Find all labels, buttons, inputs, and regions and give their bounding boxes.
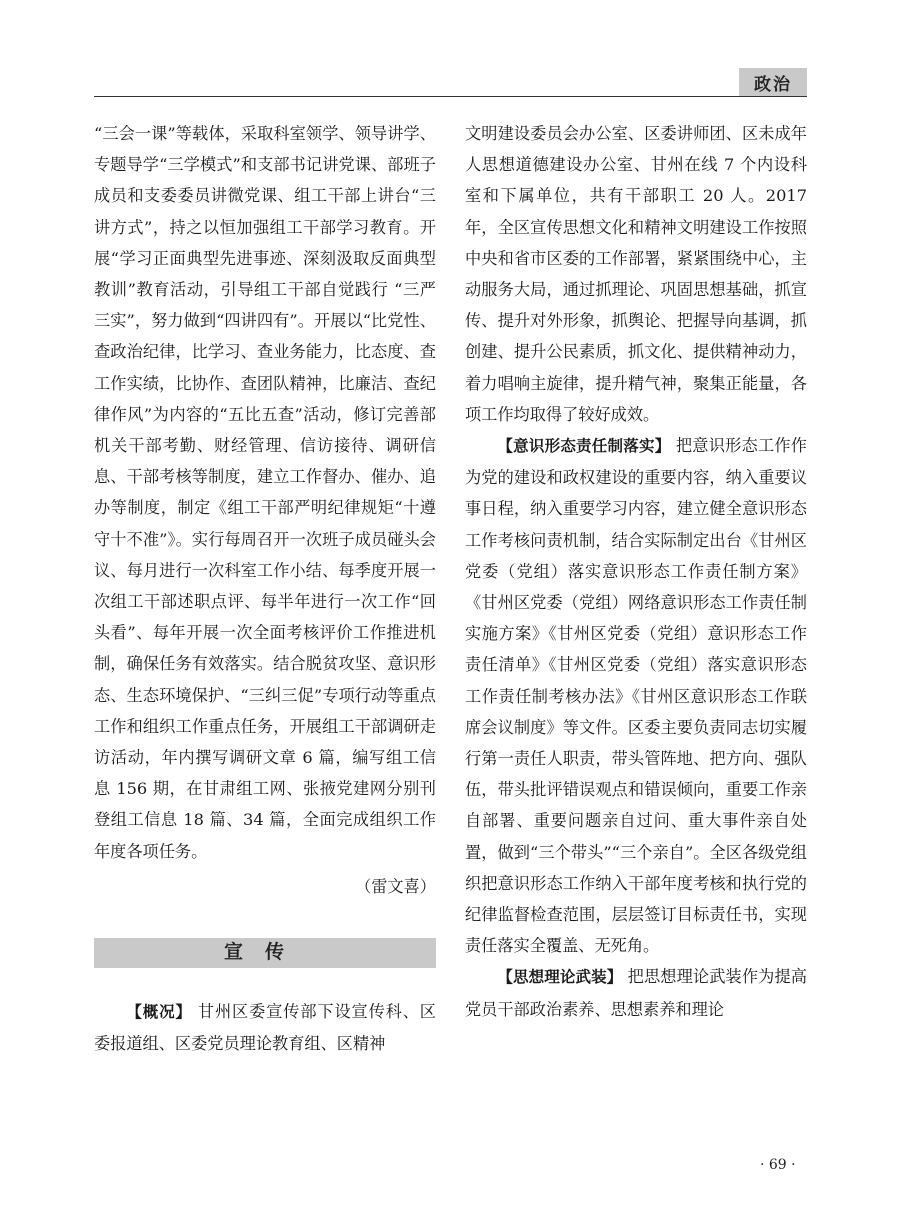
theory-paragraph xyxy=(465,961,807,1024)
author-credit: （雷文喜） xyxy=(355,876,436,896)
section-tag: 政治 xyxy=(739,68,807,96)
org-work-paragraph: “三会一课”等载体，采取科室领学、领导讲学、专题导学“三学模式”和支部书记讲党课、部班子成员和支委委员讲微党课、组工干部上讲台“三讲方式”，持之以恒加强组工干部学习教育。开展“学习正面典型先进事迹、深刻汲取反面典型教训”教育活动，引导组工干部自觉践行 “三严三实”，努力做到“四讲四有”。开展以“比党性、查政治纪律，比学习、查业务能力，比态度、查工作实绩，比协作、查团队精神，比廉洁、查纪律作风”为内容的“五比五查”活动，修订完善部机关干部考勤、财经管理、信访接待、调研信息、干部考核等制度，建立工作督办、催办、追办等制度，制定《组工干部严明纪律规矩“十遵守十不准”》。实行每周召开一次班子成员碰头会议、每月进行一次科室工作小结、每季度开展一次组工干部述职点评、每半年进行一次工作“回头看”、每年开展一次全面考核评价工作推进机制，确保任务有效落实。结合脱贫攻坚、意识形态、生态环境保护、“三纠三促”专项行动等重点工作和组织工作重点任务，开展组工干部调研走访活动，年内撰写调研文章 6 篇，编写组工信息 156 期，在甘肃组工网、张掖党建网分别刊登组工信息 18 篇、34 篇，全面完成组织工作年度各项任务。 xyxy=(94,124,436,861)
ideology-text: 把意识形态工作作为党的建设和政权建设的重要内容，纳入重要议事日程，纳入重要学习内容，建立健全意识形态工作考核问责机制，结合实际制定出台《甘州区党委（党组）落实意识形态工作责任制方案》《甘州区党委（党组）网络意识形态工作责任制实施方案》《甘州区党委（党组）意识形态工作责任清单》《甘州区党委（党组）落实意识形态工作责任制考核办法》《甘州区意识形态工作联席会议制度》等文件。区委主要负责同志切实履行第一责任人职责，带头管阵地、把方向、强队伍，带头批评错误观点和错误倾向，重要工作亲自部署、重要问题亲自过问、重大事件亲自处置，做到“三个带头”“三个亲自”。全区各级党组织把意识形态工作纳入干部年度考核和执行党的纪律监督检查范围，层层签订目标责任书，实现责任落实全覆盖、无死角。 xyxy=(465,436,807,956)
overview-text: 甘州区委宣传部下设宣传科、区委报道组、区委党员理论教育组、区精神 xyxy=(94,1002,436,1054)
section-title-bar xyxy=(94,938,436,968)
overview-heading: 【概况】 xyxy=(126,1003,192,1022)
ideology-heading: 【意识形态责任制落实】 xyxy=(497,437,671,456)
ideology-responsibility-paragraph xyxy=(465,430,807,961)
page-number: · 69 · xyxy=(760,1157,796,1173)
right-column xyxy=(465,118,807,1025)
section-title: 宣传 xyxy=(223,941,306,964)
theory-text: 把思想理论武装作为提高党员干部政治素养、思想素养和理论 xyxy=(465,967,807,1019)
overview-paragraph xyxy=(94,996,436,1059)
header-rule xyxy=(94,96,807,97)
left-column xyxy=(94,118,436,1059)
theory-heading: 【思想理论武装】 xyxy=(497,968,623,987)
overview-continuation: 文明建设委员会办公室、区委讲师团、区未成年人思想道德建设办公室、甘州在线 7 个内设科室和下属单位，共有干部职工 20 人。2017 年，全区宣传思想文化和精神文明建设工作按照中央和省市区委的工作部署，紧紧围绕中心，主动服务大局，通过抓理论、巩固思想基础，抓宣传、提升对外形象，抓舆论、把握导向基调，抓创建、提升公民素质，抓文化、提供精神动力，着力唱响主旋律，提升精气神，聚集正能量，各项工作均取得了较好成效。 xyxy=(465,124,807,424)
